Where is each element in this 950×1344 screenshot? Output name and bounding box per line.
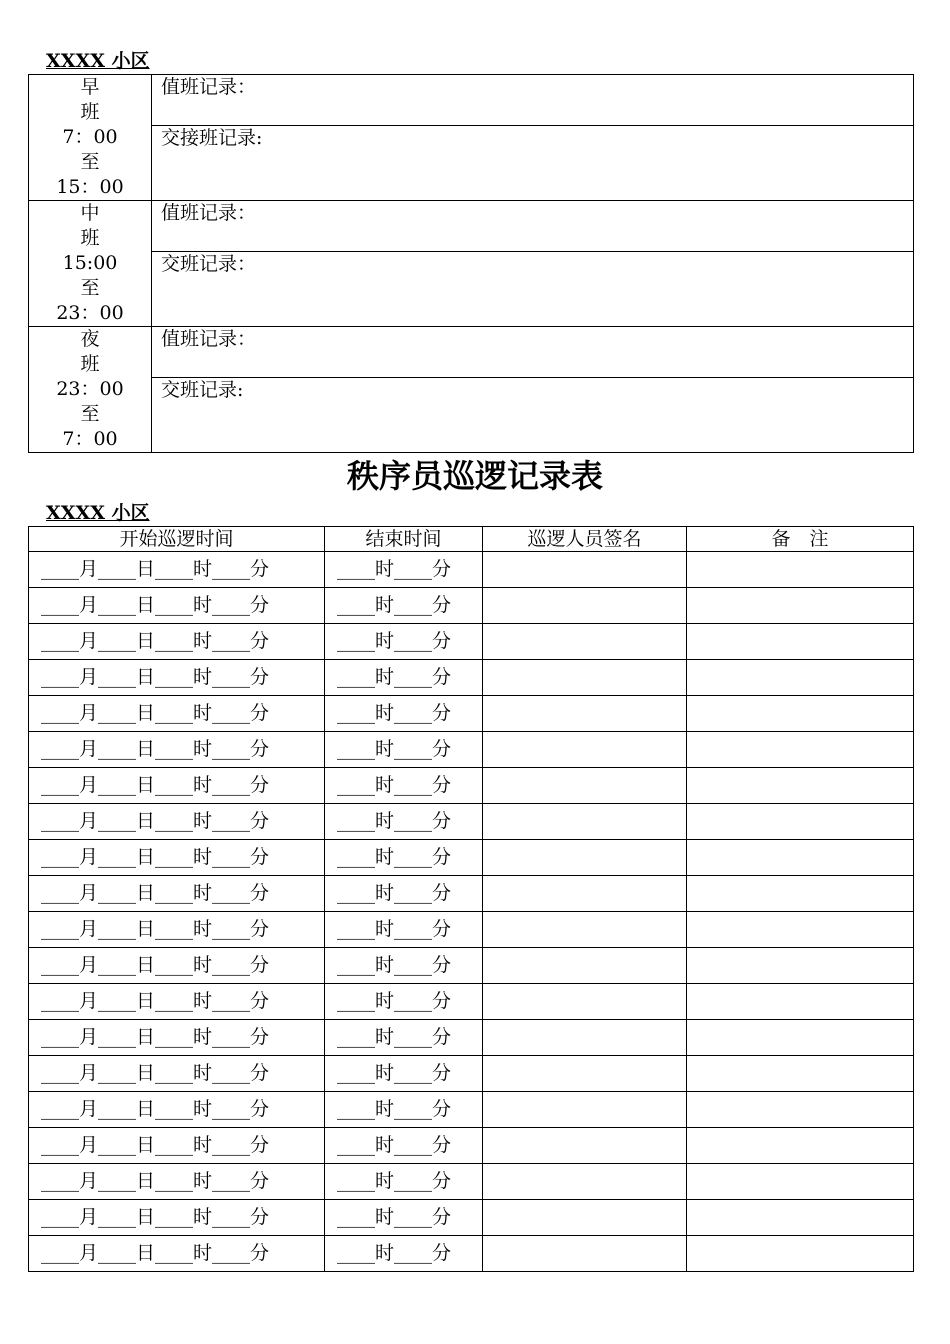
handover-record-cell[interactable] <box>152 252 914 327</box>
shift-row-middle-duty <box>29 201 914 252</box>
community-label-shift: XXXX 小区 <box>46 50 150 72</box>
start-time-field[interactable]: ____月____日____时____分 <box>29 732 325 768</box>
shift-line: 班 <box>80 227 100 249</box>
start-time-field[interactable]: ____月____日____时____分 <box>29 1164 325 1200</box>
duty-record-label: 值班记录： <box>161 328 257 350</box>
shift-line: 至 <box>80 151 100 173</box>
remarks-field[interactable] <box>687 552 914 588</box>
shift-row-middle-handover <box>29 252 914 327</box>
handover-record-label: 交班记录： <box>161 253 257 275</box>
signature-field[interactable] <box>483 1128 687 1164</box>
end-time-field[interactable]: ____时____分 <box>325 1092 483 1128</box>
shift-line: 夜 <box>80 328 100 350</box>
shift-line: 15:00 <box>62 252 118 274</box>
duty-record-label: 值班记录： <box>161 76 257 98</box>
remarks-field[interactable] <box>687 876 914 912</box>
table-row <box>29 696 914 732</box>
start-time-field[interactable]: ____月____日____时____分 <box>29 660 325 696</box>
start-time-field[interactable]: ____月____日____时____分 <box>29 804 325 840</box>
patrol-record-table <box>28 526 914 1272</box>
community-label-patrol: XXXX 小区 <box>46 502 150 524</box>
shift-line: 班 <box>80 101 100 123</box>
table-row <box>29 1020 914 1056</box>
table-row <box>29 768 914 804</box>
shift-line: 7：00 <box>62 428 118 450</box>
table-row <box>29 948 914 984</box>
signature-field[interactable] <box>483 1200 687 1236</box>
table-row <box>29 984 914 1020</box>
shift-cell-morning <box>29 75 152 201</box>
shift-line: 15：00 <box>56 176 124 198</box>
signature-field[interactable] <box>483 696 687 732</box>
table-row <box>29 552 914 588</box>
signature-field[interactable] <box>483 804 687 840</box>
end-time-field[interactable]: ____时____分 <box>325 840 483 876</box>
shift-line: 早 <box>80 76 100 98</box>
end-time-field[interactable]: ____时____分 <box>325 732 483 768</box>
shift-line: 至 <box>80 403 100 425</box>
shift-line: 班 <box>80 353 100 375</box>
shift-line: 至 <box>80 277 100 299</box>
start-time-field[interactable]: ____月____日____时____分 <box>29 1092 325 1128</box>
table-row <box>29 1056 914 1092</box>
signature-field[interactable] <box>483 1236 687 1272</box>
remarks-field[interactable] <box>687 840 914 876</box>
signature-field[interactable] <box>483 912 687 948</box>
table-row <box>29 732 914 768</box>
end-time-field[interactable]: ____时____分 <box>325 624 483 660</box>
remarks-field[interactable] <box>687 732 914 768</box>
end-time-field[interactable]: ____时____分 <box>325 876 483 912</box>
signature-field[interactable] <box>483 840 687 876</box>
duty-record-cell[interactable] <box>152 201 914 252</box>
start-time-field[interactable]: ____月____日____时____分 <box>29 876 325 912</box>
shift-cell-night <box>29 327 152 453</box>
remarks-field[interactable] <box>687 1200 914 1236</box>
start-time-field[interactable]: ____月____日____时____分 <box>29 1200 325 1236</box>
remarks-field[interactable] <box>687 912 914 948</box>
start-time-field[interactable]: ____月____日____时____分 <box>29 984 325 1020</box>
page-title: 秩序员巡逻记录表 <box>346 457 603 495</box>
shift-row-night-handover <box>29 378 914 453</box>
shift-line: 23：00 <box>56 378 124 400</box>
table-row <box>29 588 914 624</box>
table-row <box>29 1236 914 1272</box>
end-time-field[interactable]: ____时____分 <box>325 660 483 696</box>
remarks-field[interactable] <box>687 1164 914 1200</box>
start-time-field[interactable]: ____月____日____时____分 <box>29 1056 325 1092</box>
shift-line: 23：00 <box>56 302 124 324</box>
end-time-field[interactable]: ____时____分 <box>325 588 483 624</box>
shift-cell-middle <box>29 201 152 327</box>
signature-field[interactable] <box>483 588 687 624</box>
signature-field[interactable] <box>483 876 687 912</box>
header-end-time: 结束时间 <box>325 527 483 552</box>
end-time-field[interactable]: ____时____分 <box>325 552 483 588</box>
end-time-field[interactable]: ____时____分 <box>325 1128 483 1164</box>
header-signature: 巡逻人员签名 <box>483 527 687 552</box>
shift-row-night-duty <box>29 327 914 378</box>
remarks-field[interactable] <box>687 588 914 624</box>
start-time-field[interactable]: ____月____日____时____分 <box>29 768 325 804</box>
shift-line: 中 <box>80 202 100 224</box>
handover-record-cell[interactable] <box>152 378 914 453</box>
end-time-field[interactable]: ____时____分 <box>325 912 483 948</box>
start-time-field[interactable]: ____月____日____时____分 <box>29 912 325 948</box>
end-time-field[interactable]: ____时____分 <box>325 984 483 1020</box>
signature-field[interactable] <box>483 1092 687 1128</box>
table-row <box>29 624 914 660</box>
end-time-field[interactable]: ____时____分 <box>325 696 483 732</box>
duty-record-label: 值班记录： <box>161 202 257 224</box>
signature-field[interactable] <box>483 1056 687 1092</box>
remarks-field[interactable] <box>687 1020 914 1056</box>
table-row <box>29 1092 914 1128</box>
start-time-field[interactable]: ____月____日____时____分 <box>29 696 325 732</box>
signature-field[interactable] <box>483 768 687 804</box>
header-start-time: 开始巡逻时间 <box>29 527 325 552</box>
start-time-field[interactable]: ____月____日____时____分 <box>29 840 325 876</box>
remarks-field[interactable] <box>687 1056 914 1092</box>
duty-record-cell[interactable] <box>152 75 914 126</box>
handover-record-cell[interactable] <box>152 126 914 201</box>
signature-field[interactable] <box>483 1164 687 1200</box>
start-time-field[interactable]: ____月____日____时____分 <box>29 588 325 624</box>
start-time-field[interactable]: ____月____日____时____分 <box>29 948 325 984</box>
handover-record-label: 交接班记录: <box>161 127 263 149</box>
table-row <box>29 840 914 876</box>
table-header-row <box>29 527 914 552</box>
duty-record-cell[interactable] <box>152 327 914 378</box>
remarks-field[interactable] <box>687 1128 914 1164</box>
shift-line: 7：00 <box>62 126 118 148</box>
remarks-field[interactable] <box>687 1236 914 1272</box>
remarks-field[interactable] <box>687 768 914 804</box>
signature-field[interactable] <box>483 624 687 660</box>
end-time-field[interactable]: ____时____分 <box>325 1056 483 1092</box>
remarks-field[interactable] <box>687 696 914 732</box>
start-time-field[interactable]: ____月____日____时____分 <box>29 1236 325 1272</box>
header-remarks: 备 注 <box>687 527 914 552</box>
end-time-field[interactable]: ____时____分 <box>325 1164 483 1200</box>
end-time-field[interactable]: ____时____分 <box>325 804 483 840</box>
end-time-field[interactable]: ____时____分 <box>325 768 483 804</box>
remarks-field[interactable] <box>687 984 914 1020</box>
end-time-field[interactable]: ____时____分 <box>325 1200 483 1236</box>
patrol-rows <box>29 552 914 1272</box>
end-time-field[interactable]: ____时____分 <box>325 1020 483 1056</box>
handover-record-label: 交班记录: <box>161 379 244 402</box>
signature-field[interactable] <box>483 660 687 696</box>
signature-field[interactable] <box>483 948 687 984</box>
remarks-field[interactable] <box>687 804 914 840</box>
shift-log-table <box>28 74 914 453</box>
table-row <box>29 1200 914 1236</box>
start-time-field[interactable]: ____月____日____时____分 <box>29 552 325 588</box>
remarks-field[interactable] <box>687 660 914 696</box>
table-row <box>29 660 914 696</box>
remarks-field[interactable] <box>687 948 914 984</box>
table-row <box>29 1164 914 1200</box>
start-time-field[interactable]: ____月____日____时____分 <box>29 624 325 660</box>
shift-row-morning-handover <box>29 126 914 201</box>
table-row <box>29 804 914 840</box>
shift-row-morning-duty <box>29 75 914 126</box>
start-time-field[interactable]: ____月____日____时____分 <box>29 1128 325 1164</box>
table-row <box>29 876 914 912</box>
signature-field[interactable] <box>483 1020 687 1056</box>
signature-field[interactable] <box>483 984 687 1020</box>
start-time-field[interactable]: ____月____日____时____分 <box>29 1020 325 1056</box>
table-row <box>29 1128 914 1164</box>
table-row <box>29 912 914 948</box>
signature-field[interactable] <box>483 732 687 768</box>
end-time-field[interactable]: ____时____分 <box>325 1236 483 1272</box>
remarks-field[interactable] <box>687 1092 914 1128</box>
end-time-field[interactable]: ____时____分 <box>325 948 483 984</box>
remarks-field[interactable] <box>687 624 914 660</box>
signature-field[interactable] <box>483 552 687 588</box>
